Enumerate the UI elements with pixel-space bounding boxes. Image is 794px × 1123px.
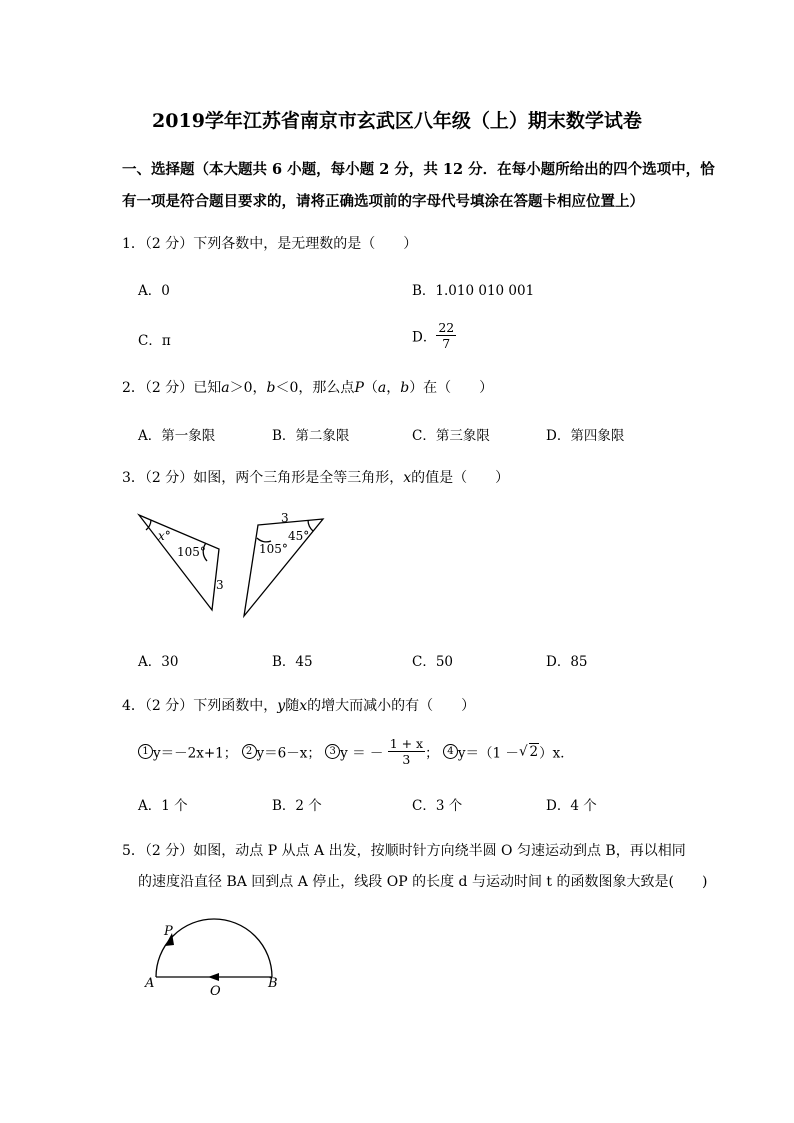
q2-text-gt: ＞0， [229, 380, 267, 396]
q3-option-d: D．85 [546, 654, 588, 670]
q1-option-d-fraction [436, 320, 456, 351]
label-a: A [145, 976, 155, 991]
q2-text-pre: 2．（2 分）已知 [122, 380, 222, 396]
page-title: 2019学年江苏省南京市玄武区八年级（上）期末数学试卷 [152, 110, 642, 132]
sqrt-radicand: 2 [529, 744, 539, 760]
var-x: x [299, 698, 308, 714]
q2-text-post: ）在（ ） [409, 380, 494, 396]
label-side-right: 3 [281, 511, 289, 525]
section-heading-line2: 有一项是符合题目要求的，请将正确选项前的字母代号填涂在答题卡相应位置上） [122, 193, 644, 210]
fraction-numerator: 1 + x [389, 736, 424, 751]
question-1-stem: 1．（2 分）下列各数中，是无理数的是（ ） [122, 236, 418, 252]
q1-option-a: A．0 [138, 283, 170, 299]
q1-option-d [412, 320, 456, 351]
function-2: y＝6－x； [256, 745, 321, 762]
var-b: b [400, 380, 410, 396]
q1-option-d-label: D． [412, 329, 437, 346]
q4-option-d: D．4 个 [546, 798, 597, 814]
circled-number-4: 4 [443, 744, 458, 759]
semicircle-figure [138, 915, 298, 1000]
label-105-left: 105° [177, 545, 206, 559]
fraction-denominator: 3 [402, 752, 411, 767]
q4-text-post: 的增大而减小的有（ ） [307, 698, 476, 714]
circled-number-3: 3 [325, 744, 340, 759]
circled-number-1: 1 [138, 744, 153, 759]
label-105-right: 105° [259, 542, 288, 556]
var-a: a [221, 380, 230, 396]
var-b: b [266, 380, 276, 396]
q4-option-b: B．2 个 [272, 798, 322, 814]
var-a: a [377, 380, 387, 396]
function-4-suffix: ）x． [539, 745, 574, 762]
q4-option-a: A．1 个 [138, 798, 188, 814]
function-3-suffix: ； [425, 745, 439, 762]
label-45: 45° [288, 529, 310, 543]
var-p: P [354, 380, 364, 396]
question-2-stem [122, 377, 493, 397]
arrow-on-diameter-icon [208, 973, 219, 981]
label-p: P [164, 924, 173, 939]
var-x: x [403, 470, 412, 486]
q2-option-d: D．第四象限 [546, 428, 625, 444]
q3-text-post: 的值是（ ） [411, 470, 510, 486]
q2-option-c: C．第三象限 [412, 428, 490, 444]
fraction-denominator: 7 [442, 336, 451, 351]
function-3-prefix: y ＝ － [340, 745, 384, 762]
triangle-right [244, 519, 323, 616]
q3-option-a: A．30 [138, 654, 179, 670]
q4-option-c: C．3 个 [412, 798, 463, 814]
question-4-stem [122, 695, 475, 715]
congruent-triangles-figure [130, 505, 340, 625]
q2-option-a: A．第一象限 [138, 428, 216, 444]
circled-number-2: 2 [242, 744, 257, 759]
fraction-numerator: 22 [438, 320, 455, 335]
q1-option-c: C．π [138, 333, 171, 349]
label-side-left: 3 [216, 578, 224, 592]
q2-text-lt: ＜0，那么点 [275, 380, 355, 396]
function-3-fraction [388, 736, 425, 767]
q2-text-open: （ [363, 380, 378, 396]
q4-functions-line [138, 736, 574, 767]
sqrt-sign: √ [518, 743, 528, 760]
q4-text-mid: 随 [285, 698, 300, 714]
q2-option-b: B．第二象限 [272, 428, 350, 444]
label-b: B [268, 976, 278, 991]
q4-text-pre: 4．（2 分）下列函数中， [122, 698, 278, 714]
var-y: y [277, 698, 286, 714]
q2-text-comma: ， [386, 380, 401, 396]
semicircle-arc [156, 919, 272, 977]
function-4-prefix: y＝（1 － [457, 745, 519, 762]
question-5-stem-line2: 的速度沿直径 BA 回到点 A 停止，线段 OP 的长度 d 与运动时间 t 的函数图象大致是( ) [138, 874, 708, 890]
label-o: O [210, 984, 221, 999]
q1-option-b: B．1.010 010 001 [412, 283, 535, 299]
q3-option-c: C．50 [412, 654, 454, 670]
q3-option-b: B．45 [272, 654, 313, 670]
triangle-left [139, 515, 219, 610]
question-3-stem [122, 467, 509, 487]
q3-text-pre: 3．（2 分）如图，两个三角形是全等三角形， [122, 470, 404, 486]
section-heading-line1: 一、选择题（本大题共 6 小题，每小题 2 分，共 12 分．在每小题所给出的四个选项中，恰 [122, 161, 715, 178]
function-1: y＝－2x+1； [153, 745, 238, 762]
question-5-stem-line1: 5．（2 分）如图，动点 P 从点 A 出发，按顺时针方向绕半圆 O 匀速运动到点 B，再以相同 [122, 843, 686, 859]
label-x-angle: x° [158, 529, 171, 543]
